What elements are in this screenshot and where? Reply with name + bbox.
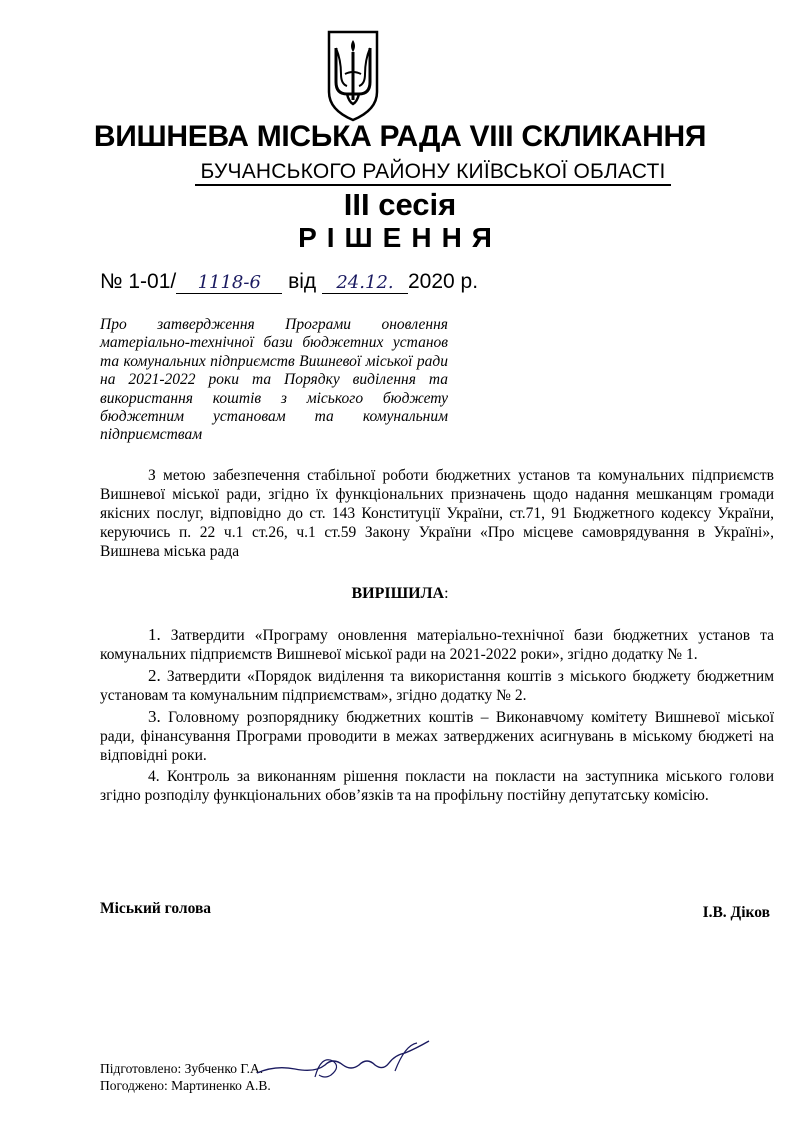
- item-text: Затвердити «Порядок виділення та використання коштів з міського бюджету бюджетним установам та комунальним підприємствам», згідно додатку № 2.: [100, 668, 774, 704]
- prepared-by: Підготовлено: Зубченко Г.А.: [100, 1061, 264, 1076]
- decision-subject: Про затвердження Програми оновлення матеріально-технічної бази бюджетних установ та комунальних підприємств Вишневої міської ради на 2021-2022 роки та Порядку виділення та використання коштів з міського бюджету бюджетним установам та комунальним підприємствам: [100, 316, 448, 444]
- decision-item: [100, 767, 774, 805]
- ukraine-trident-emblem-icon: [327, 30, 379, 122]
- decision-number-line: [100, 270, 478, 294]
- handwritten-signature: [255, 1035, 435, 1085]
- item-number: 1.: [148, 625, 161, 644]
- decision-title: РІШЕННЯ: [298, 222, 502, 253]
- signatory-name: І.В. Діков: [702, 904, 770, 921]
- resolved-heading: [0, 585, 800, 603]
- date-prefix: від: [288, 270, 317, 293]
- resolved-word: ВИРІШИЛА: [351, 585, 445, 602]
- number-prefix: № 1-01/: [100, 270, 177, 293]
- session-title: ІІІ сесія: [343, 187, 457, 222]
- decision-item: [100, 707, 774, 765]
- item-number: 2.: [148, 666, 161, 685]
- preamble-paragraph: З метою забезпечення стабільної роботи бюджетних установ та комунальних підприємств Вишневої міської ради, згідно їх функціональних призначень щодо надання мешканцям громади якісних послуг, відповідно до ст. 143 Конституції України, ст.71, 91 Бюджетного кодексу України, керуючись п. 22 ч.1 ст.26, ч.1 ст.59 Закону України «Про місцеве самоврядування в Україні», Вишнева міська рада: [100, 467, 774, 560]
- item-number: 3.: [148, 707, 161, 726]
- footer-approvals: [100, 1060, 271, 1094]
- item-number: 4.: [148, 768, 160, 785]
- decision-items: [100, 625, 774, 807]
- council-title: ВИШНЕВА МІСЬКА РАДА VIII СКЛИКАННЯ: [93, 120, 707, 153]
- item-text: Контроль за виконанням рішення покласти на покласти на заступника міського голови згідно розподілу функціональних обов’язків та на профільну постійну депутатську комісію.: [100, 768, 775, 804]
- handwritten-number: 1118-6: [176, 272, 282, 294]
- signatory-position: Міський голова: [100, 900, 212, 917]
- item-text: Головному розпоряднику бюджетних коштів – Виконавчому комітету Вишневої міської ради, фінансування Програми проводити в межах затверджених асигнувань в міському бюджеті на відповідні роки.: [100, 709, 775, 764]
- year-suffix: 2020 р.: [408, 270, 479, 293]
- district-subtitle: БУЧАНСЬКОГО РАЙОНУ КИЇВСЬКОЇ ОБЛАСТІ: [195, 160, 671, 186]
- agreed-by: Погоджено: Мартиненко А.В.: [100, 1078, 271, 1093]
- handwritten-date: 24.12.: [322, 272, 408, 294]
- decision-item: [100, 625, 774, 664]
- resolved-colon: :: [444, 585, 449, 602]
- decision-item: [100, 666, 774, 705]
- item-text: Затвердити «Програму оновлення матеріально-технічної бази бюджетних установ та комунальних підприємств Вишневої міської ради на 2021-2022 роки», згідно додатку № 1.: [100, 627, 774, 663]
